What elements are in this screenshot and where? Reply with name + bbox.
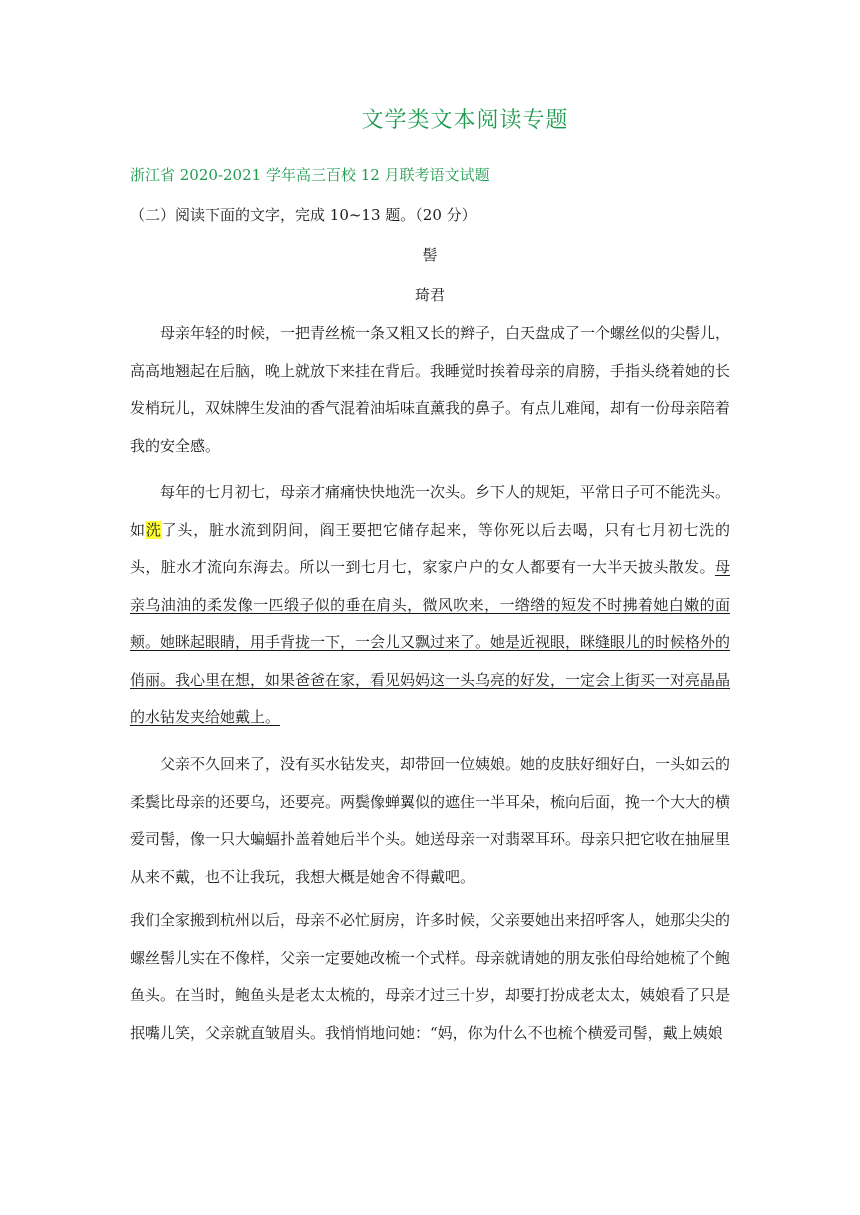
paragraph-4: 我们全家搬到杭州以后，母亲不必忙厨房，许多时候，父亲要她出来招呼客人，她那尖尖的螺丝髻儿实在不像样，父亲一定要她改梳一个式样。母亲就请她的朋友张伯母给她梳了个鲍鱼头。在当时，鲍鱼头是老太太梳的，母亲才过三十岁，却要打扮成老太太，姨娘看了只是抿嘴儿笑，父亲就直皱眉头。我悄悄地问她：“妈，你为什么不也梳个横爱司髻，戴上姨娘 — [130, 911, 731, 1042]
page-title: 文学类文本阅读专题 — [361, 108, 569, 133]
paragraph-2 — [130, 474, 730, 737]
paragraph-3: 父亲不久回来了，没有买水钻发夹，却带回一位姨娘。她的皮肤好细好白，一头如云的柔鬓比母亲的还要乌，还要亮。两鬓像蝉翼似的遮住一半耳朵，梳向后面，挽一个大大的横爱司髻，像一只大蝙蝠扑盖着她后半个头。她送母亲一对翡翠耳环。母亲只把它收在抽屉里从来不戴，也不让我玩，我想大概是她舍不得戴吧。 — [130, 755, 731, 886]
paragraph-2-text-a: 每年的七月初七，母亲才痛痛快快地洗一次头。乡下人的规矩，平常日子可不能洗头。如 — [130, 483, 731, 539]
highlighted-word: 洗 — [145, 520, 162, 539]
exam-source: 浙江省 2020-2021 学年高三百校 12 月联考语文试题 — [130, 166, 490, 184]
paragraph-2-text-b: 了头，脏水流到阴间，阎王要把它储存起来，等你死以后去喝，只有七月初七洗的头，脏水才流向东海去。所以一到七月七，家家户户的女人都要有一大半天披头散发。 — [130, 520, 730, 576]
question-instruction: （二）阅读下面的文字，完成 10~13 题。（20 分） — [130, 206, 477, 224]
story-title: 髻 — [422, 246, 438, 264]
underlined-passage: 母亲乌油油的柔发像一匹缎子似的垂在肩头，微风吹来，一绺绺的短发不时拂着她白嫩的面颊。她眯起眼睛，用手背拢一下，一会儿又飘过来了。她是近视眼，眯缝眼儿的时候格外的俏丽。我心里在想，如果爸爸在家，看见妈妈这一头乌亮的好发，一定会上街买一对亮晶晶的水钻发夹给她戴上。 — [130, 558, 731, 726]
story-author: 琦君 — [414, 286, 445, 304]
paragraph-1: 母亲年轻的时候，一把青丝梳一条又粗又长的辫子，白天盘成了一个螺丝似的尖髻儿，高高地翘起在后脑，晚上就放下来挂在背后。我睡觉时挨着母亲的肩膀，手指头绕着她的长发梢玩儿，双妹牌生发油的香气混着油垢味直薰我的鼻子。有点儿难闻，却有一份母亲陪着我的安全感。 — [130, 324, 731, 455]
